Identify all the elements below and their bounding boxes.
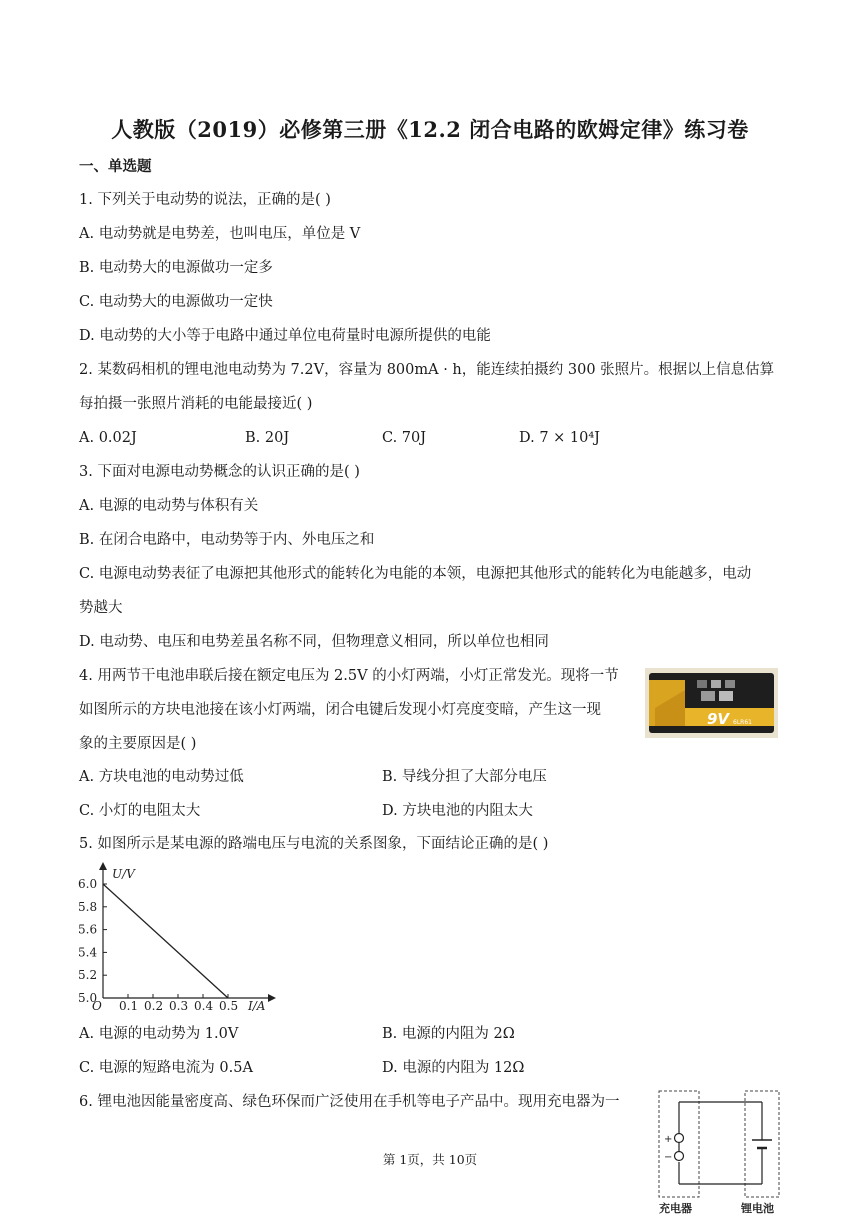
minus-sign: − (664, 1152, 673, 1163)
x-tick-label: 0.3 (169, 999, 189, 1012)
q1-option-b: B. 电动势大的电源做功一定多 (79, 260, 273, 276)
q2-stem-line1: 2. 某数码相机的锂电池电动势为 7.2V，容量为 800mA · h，能连续拍摄约 300 张照片。根据以上信息估算 (79, 362, 775, 378)
q5-stem: 5. 如图所示是某电源的路端电压与电流的关系图象，下面结论正确的是( ) (79, 836, 549, 852)
page-footer: 第 1页，共 10页 (382, 1152, 478, 1167)
q4-stem-line2: 如图所示的方块电池接在该小灯两端，闭合电键后发现小灯亮度变暗，产生这一现 (79, 702, 601, 718)
q1-option-d: D. 电动势的大小等于电路中通过单位电荷量时电源所提供的电能 (79, 328, 491, 344)
q2-option-d: D. 7 × 10⁴J (519, 430, 600, 446)
q2-option-c: C. 70J (382, 430, 427, 446)
x-tick-label: 0.4 (194, 999, 214, 1012)
x-tick-label: 0.2 (144, 999, 164, 1012)
q3-option-b: B. 在闭合电路中，电动势等于内、外电压之和 (79, 532, 375, 548)
q1-stem: 1. 下列关于电动势的说法，正确的是( ) (79, 192, 331, 208)
q2-option-b: B. 20J (245, 430, 290, 446)
q5-option-a: A. 电源的电动势为 1.0V (79, 1026, 239, 1042)
y-axis-label: U/V (112, 867, 135, 881)
x-axis-arrow (268, 994, 276, 1002)
q5-option-b: B. 电源的内阻为 2Ω (382, 1026, 515, 1042)
origin-label: O (92, 999, 102, 1012)
y-tick-label: 5.4 (78, 945, 98, 960)
q1-option-c: C. 电动势大的电源做功一定快 (79, 294, 273, 310)
battery-model-label: 6LR61 (733, 719, 752, 726)
battery-9v-figure (645, 668, 778, 738)
q4-option-c: C. 小灯的电阻太大 (79, 803, 201, 819)
y-axis-arrow (99, 862, 107, 870)
x-tick-label: 0.5 (219, 999, 239, 1012)
x-axis-label: I/A (248, 999, 266, 1012)
charger-positive-terminal (675, 1134, 684, 1143)
charger-label: 充电器 (659, 1202, 692, 1215)
battery-voltage-label: 9V (707, 710, 730, 728)
q3-option-d: D. 电动势、电压和电势差虽名称不同，但物理意义相同，所以单位也相同 (79, 634, 549, 650)
y-tick-label: 5.2 (78, 968, 98, 983)
x-tick-label: 0.1 (119, 999, 139, 1012)
q1-option-a: A. 电动势就是电势差，也叫电压，单位是 V (79, 226, 361, 242)
q4-option-b: B. 导线分担了大部分电压 (382, 769, 547, 785)
lithium-battery-label: 锂电池 (741, 1202, 774, 1215)
q4-option-d: D. 方块电池的内阻太大 (382, 803, 533, 819)
u-i-line (103, 884, 228, 998)
q4-stem-line1: 4. 用两节干电池串联后接在额定电压为 2.5V 的小灯两端，小灯正常发光。现将一节 (79, 668, 619, 684)
page-title: 人教版（2019）必修第三册《12.2 闭合电路的欧姆定律》练习卷 (111, 117, 749, 142)
y-tick-label: 5.8 (78, 899, 98, 914)
y-tick-label: 5.6 (78, 922, 98, 937)
q5-option-c: C. 电源的短路电流为 0.5A (79, 1060, 253, 1076)
q4-stem-line3: 象的主要原因是( ) (79, 736, 197, 752)
q2-stem-line2: 每拍摄一张照片消耗的电能最接近( ) (79, 396, 313, 412)
q3-stem: 3. 下面对电源电动势概念的认识正确的是( ) (79, 464, 360, 480)
plus-sign: + (664, 1134, 673, 1145)
section-heading: 一、单选题 (79, 158, 152, 175)
q3-option-c-line1: C. 电源电动势表征了电源把其他形式的能转化为电能的本领，电源把其他形式的能转化为电能越多，电动 (79, 566, 752, 582)
q5-option-d: D. 电源的内阻为 12Ω (382, 1060, 525, 1076)
y-tick-label: 5.0 (78, 991, 98, 1005)
q3-option-c-line2: 势越大 (79, 600, 123, 616)
y-tick-label: 6.0 (78, 877, 98, 891)
q6-stem: 6. 锂电池因能量密度高、绿色环保而广泛使用在手机等电子产品中。现用充电器为一 (79, 1094, 620, 1110)
q2-option-a: A. 0.02J (79, 430, 137, 446)
q3-option-a: A. 电源的电动势与体积有关 (79, 498, 259, 514)
u-i-graph (70, 862, 280, 1012)
q4-option-a: A. 方块电池的电动势过低 (79, 769, 244, 785)
